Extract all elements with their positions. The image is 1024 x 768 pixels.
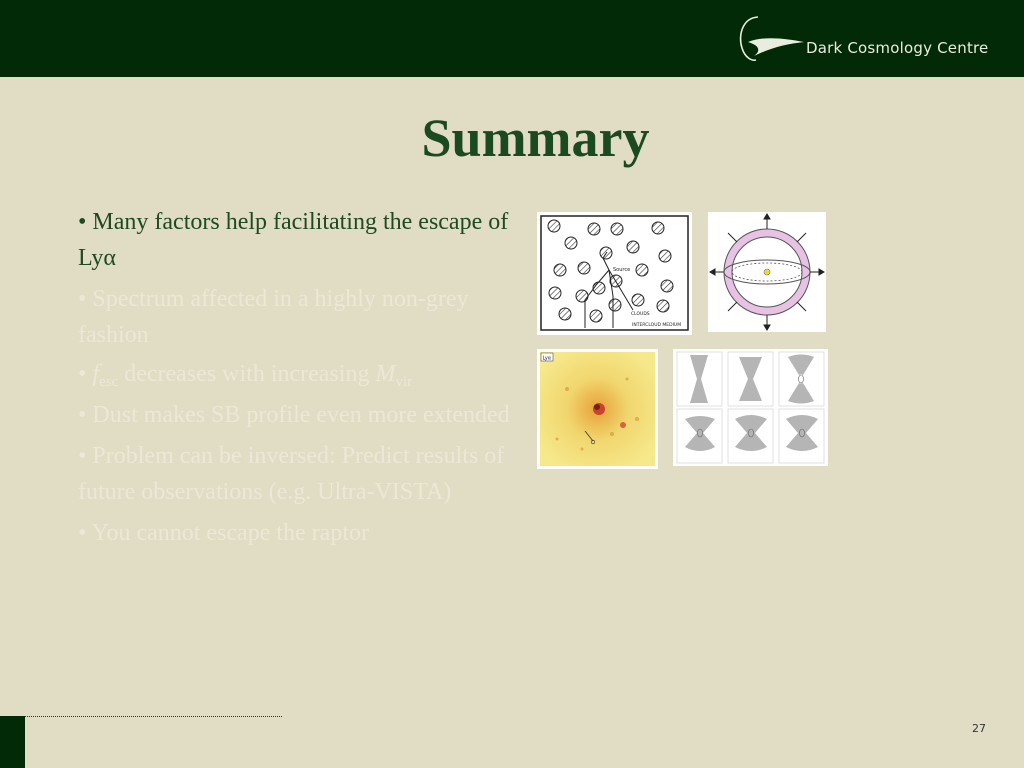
logo-text: Dark Cosmology Centre — [806, 39, 989, 57]
footer-divider — [25, 716, 282, 717]
lya-map-image — [537, 349, 658, 469]
svg-text:CLOUDS: CLOUDS — [631, 312, 650, 317]
footer-accent-block — [0, 716, 25, 768]
clouds-diagram-figure — [537, 212, 692, 335]
shell-sphere-figure — [708, 212, 826, 332]
header-bar — [0, 0, 1024, 77]
slide-title: Summary — [421, 108, 650, 168]
bullet-inverse-problem: • Problem can be inversed: Predict results of future observations (e.g. Ultra-VISTA) — [78, 443, 505, 505]
bullet-spectrum: • Spectrum affected in a highly non-grey fashion — [78, 286, 469, 348]
svg-text:Source: Source — [613, 267, 631, 273]
bullet-dust: • Dust makes SB profile even more extended — [78, 402, 510, 428]
svg-text:INTERCLOUD MEDIUM: INTERCLOUD MEDIUM — [632, 323, 682, 328]
lya-map-figure — [537, 349, 658, 469]
bullet-fesc: • $f_{esc}$ decreases with increasing $M_{vir}$ — [78, 361, 413, 390]
escape-angle-grid — [673, 349, 828, 466]
bullet-escape-factors: • Many factors help facilitating the escape of Lyα — [78, 209, 509, 271]
page-number: 27 — [972, 722, 986, 735]
bullet-raptor: • You cannot escape the raptor — [78, 520, 369, 546]
shell-sphere-diagram — [708, 212, 826, 332]
svg-text:Lyα: Lyα — [542, 355, 552, 362]
clouds-diagram — [537, 212, 692, 335]
bullet-list — [78, 204, 518, 556]
escape-angle-grid-figure — [673, 349, 828, 466]
dark-cosmology-centre-logo-icon — [736, 14, 808, 64]
